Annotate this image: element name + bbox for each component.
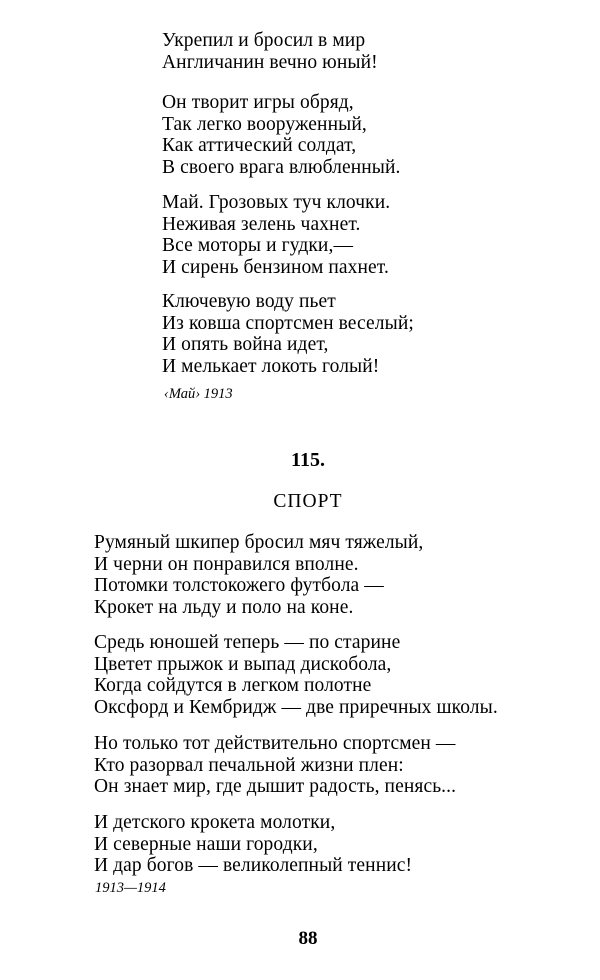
poem-114-stanza-1: [0, 30, 600, 73]
verse-line: В своего врага влюбленный.: [162, 156, 401, 178]
verse-line: Крокет на льду и поло на коне.: [94, 596, 354, 618]
verse-line: Ключевую воду пьет: [162, 291, 336, 312]
verse-line: Май. Грозовых туч клочки.: [162, 192, 391, 213]
verse-line: И северные наши городки,: [94, 833, 318, 855]
poem-number: 115.: [291, 449, 325, 471]
verse-line: Как аттический солдат,: [162, 135, 357, 156]
verse-line: Он знает мир, где дышит радость, пенясь...: [94, 776, 457, 797]
verse-line: Цветет прыжок и выпад дискобола,: [94, 653, 392, 675]
verse-line: Укрепил и бросил в мир: [162, 30, 366, 51]
poem-114-stanza-4: [0, 291, 600, 377]
verse-line: Все моторы и гудки,—: [162, 235, 354, 256]
page-number: 88: [298, 928, 318, 949]
poem-115-stanza-4: [0, 812, 600, 877]
poem-114-stanza-2: [0, 92, 600, 178]
poem-115-stanza-2: [0, 632, 600, 718]
poem-114-date: ‹Май› 1913: [164, 386, 233, 402]
verse-line: И детского крокета молотки,: [94, 812, 336, 833]
verse-line: Так легко вооруженный,: [162, 113, 367, 135]
verse-line: Средь юношей теперь — по старине: [94, 632, 401, 653]
verse-line: Англичанин вечно юный!: [162, 51, 378, 73]
verse-line: Потомки толстокожего футбола —: [94, 575, 384, 596]
verse-line: Неживая зелень чахнет.: [162, 213, 361, 235]
verse-line: И сирень бензином пахнет.: [162, 256, 389, 278]
verse-line: Оксфорд и Кембридж — две приречных школы.: [94, 696, 498, 718]
verse-line: Румяный шкипер бросил мяч тяжелый,: [94, 532, 424, 553]
verse-line: И опять война идет,: [162, 334, 329, 355]
verse-line: Но только тот действительно спортсмен —: [94, 733, 456, 754]
verse-line: Когда сойдутся в легком полотне: [94, 675, 372, 696]
verse-line: Он творит игры обряд,: [162, 92, 354, 113]
poem-title: СПОРТ: [273, 491, 343, 512]
verse-line: Кто разорвал печальной жизни плен:: [94, 754, 404, 776]
poem-115-stanza-3: [0, 733, 600, 798]
verse-line: И мелькает локоть голый!: [162, 355, 380, 377]
poem-114-stanza-3: [0, 192, 600, 278]
poem-115-stanza-1: [0, 532, 600, 618]
verse-line: И дар богов — великолепный теннис!: [94, 855, 413, 876]
poem-115-date: 1913—1914: [95, 880, 166, 896]
verse-line: И черни он понравился вполне.: [94, 553, 359, 575]
verse-line: Из ковша спортсмен веселый;: [162, 312, 414, 334]
